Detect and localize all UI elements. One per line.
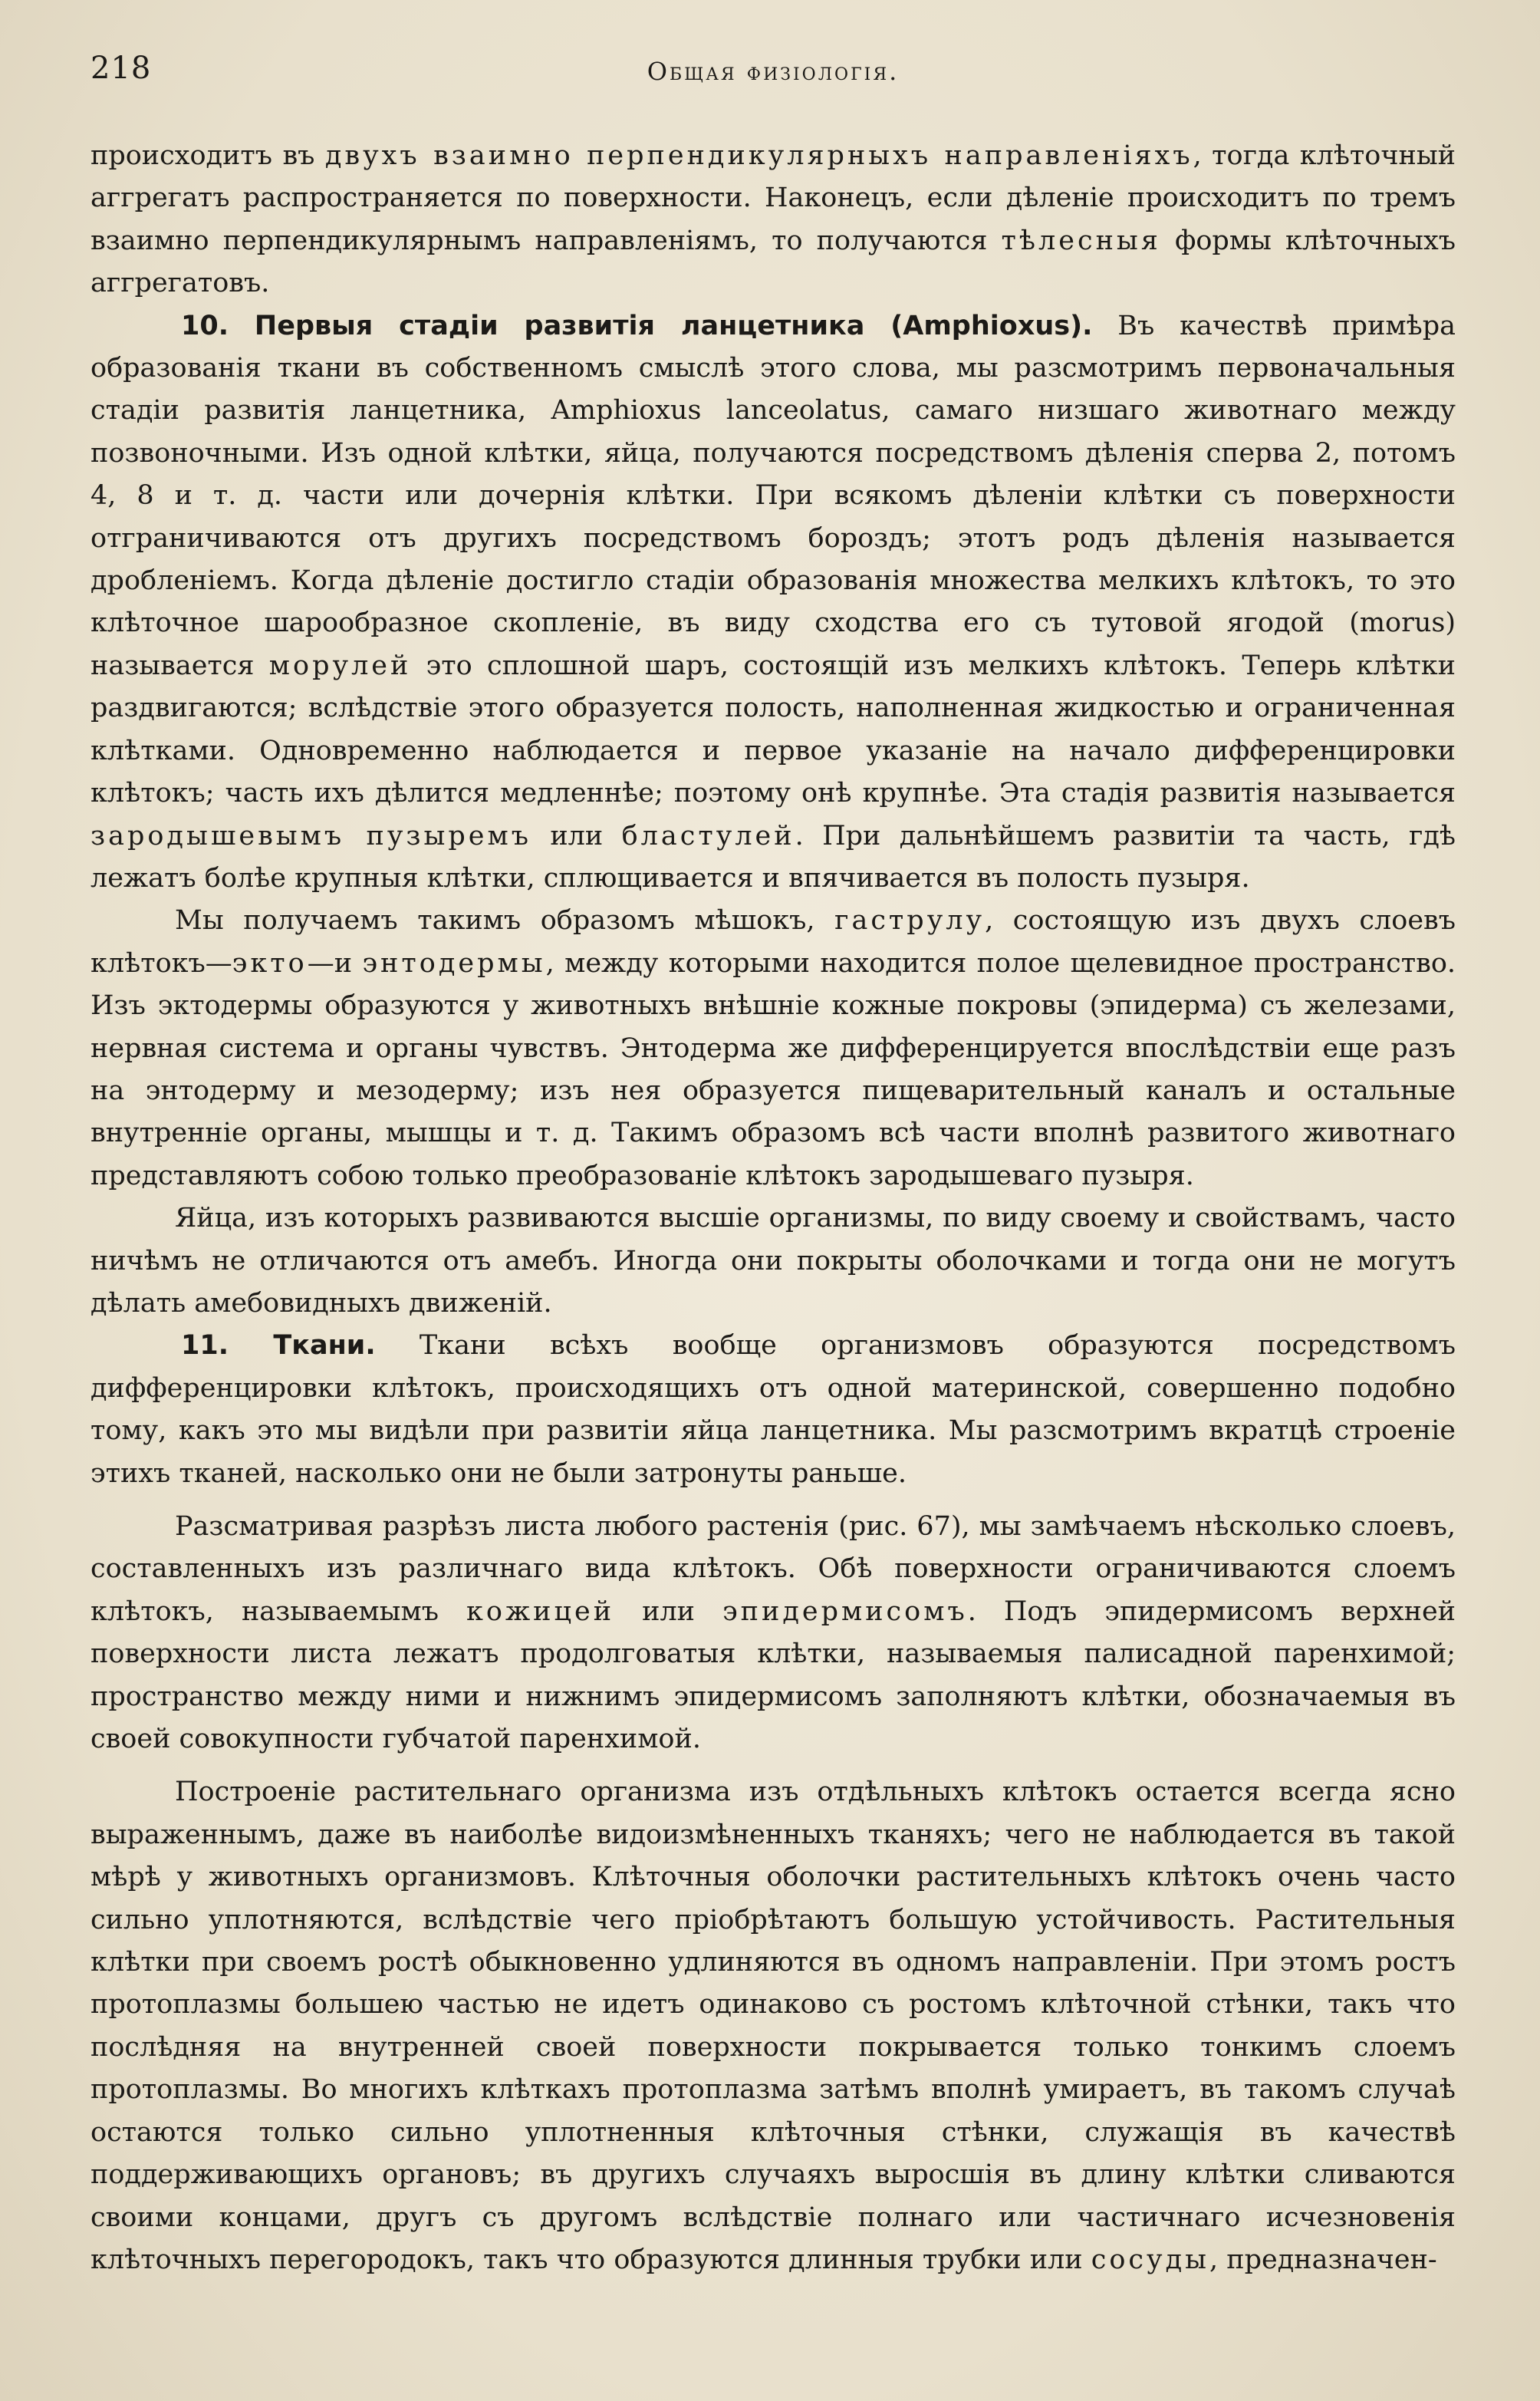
emphasis-text: сосуды xyxy=(1091,2244,1209,2275)
text-run: Разсматривая разрѣзъ листа любого растенiя (рис. 67), мы замѣчаемъ нѣсколько слоевъ, составленныхъ изъ различнаго вида клѣтокъ. Обѣ поверхности ограничиваются слоемъ клѣтокъ, называемымъ xyxy=(90,1511,1456,1627)
section-10 xyxy=(90,305,1456,901)
text-run: это сплошной шаръ, состоящiй изъ мелкихъ клѣтокъ. Теперь клѣтки раздвигаются; вслѣдствiе этого образуется полость, наполненная жидкостью и ограниченная клѣтками. Одновременно наблюдается и первое указанiе на начало дифференцировки клѣтокъ; часть ихъ дѣлится медленнѣе; поэтому онѣ крупнѣе. Эта стадiя развитiя называется xyxy=(90,650,1456,809)
emphasis-text: тѣлесныя xyxy=(1001,225,1161,256)
paragraph-gap xyxy=(90,1760,1456,1771)
text-run: —и xyxy=(307,947,363,979)
text-run: Мы получаемъ такимъ образомъ мѣшокъ, xyxy=(175,905,835,937)
paragraph-plant-structure xyxy=(90,1771,1456,2281)
page-header xyxy=(90,51,1456,97)
emphasis-text: кожицей xyxy=(466,1596,615,1627)
running-title: Общая физiологiя. xyxy=(647,57,900,86)
page-body xyxy=(90,135,1456,2281)
text-run: , тогда клѣточный аггрегатъ распространяется по поверхности. Наконецъ, если дѣленiе происходитъ по тремъ взаимно перпендикулярнымъ направленiямъ, то получаются xyxy=(90,140,1456,256)
text-run: , состоящую изъ двухъ слоевъ клѣтокъ— xyxy=(90,905,1456,979)
text-run: формы клѣточныхъ аггрегатовъ. xyxy=(90,225,1456,299)
emphasis-text: эпидермисомъ xyxy=(722,1596,968,1627)
text-run: . При дальнѣйшемъ развитiи та часть, гдѣ лежатъ болѣе крупныя клѣтки, сплющивается и впячивается въ полость пузыря. xyxy=(90,820,1456,894)
section-heading-11: 11. Ткани. xyxy=(181,1330,376,1362)
emphasis-text: энтодермы xyxy=(362,947,546,979)
text-run: или xyxy=(531,820,622,851)
text-run: . Подъ эпидермисомъ верхней поверхности листа лежатъ продолговатыя клѣтки, называемыя палисадной паренхимой; пространство между ними и нижнимъ эпидермисомъ заполняютъ клѣтки, обозначаемыя въ своей совокупности губчатой паренхимой. xyxy=(90,1596,1456,1755)
text-run: или xyxy=(614,1596,723,1627)
emphasis-text: экто xyxy=(232,947,308,979)
emphasis-text: морулей xyxy=(268,650,412,681)
emphasis-text: зародышевымъ пузыремъ xyxy=(90,820,531,851)
paragraph-continuation xyxy=(90,135,1456,305)
paragraph-gastrula xyxy=(90,900,1456,1197)
page-number: 218 xyxy=(90,51,152,86)
section-11 xyxy=(90,1325,1456,1495)
paragraph-eggs: Яйца, изъ которыхъ развиваются высшiе организмы, по виду своему и свойствамъ, часто ничѣмъ не отличаются отъ амебъ. Иногда они покрыты оболочками и тогда они не могутъ дѣлать амебовидныхъ движенiй. xyxy=(90,1203,1456,1319)
text-run: , предназначен- xyxy=(1209,2244,1437,2275)
paragraph-gap xyxy=(90,1495,1456,1506)
emphasis-text: гаструлу xyxy=(834,905,986,937)
emphasis-text: бластулей xyxy=(621,820,795,851)
text-run: , между которыми находится полое щелевидное пространство. Изъ эктодермы образуются у животныхъ внѣшнiе кожные покровы (эпидерма) съ железами, нервная система и органы чувствъ. Энтодерма же дифференцируется впослѣдствiи еще разъ на энтодерму и мезодерму; изъ нея образуется пищеварительный каналъ и остальные внутреннiе органы, мышцы и т. д. Такимъ образомъ всѣ части вполнѣ развитого животнаго представляютъ собою только преобразованiе клѣтокъ зародышеваго пузыря. xyxy=(90,947,1456,1191)
emphasis-text: двухъ взаимно перпендикулярныхъ направленiяхъ xyxy=(324,140,1193,171)
text-run: Построенiе растительнаго организма изъ отдѣльныхъ клѣтокъ остается всегда ясно выраженнымъ, даже въ наиболѣе видоизмѣненныхъ тканяхъ; чего не наблюдается въ такой мѣрѣ у животныхъ организмовъ. Клѣточныя оболочки растительныхъ клѣтокъ очень часто сильно уплотняются, вслѣдствiе чего прiобрѣтаютъ большую устойчивость. Растительныя клѣтки при своемъ ростѣ обыкновенно удлиняются въ одномъ направленiи. При этомъ ростъ протоплазмы большею частью не идетъ одинаково съ ростомъ клѣточной стѣнки, такъ что послѣдняя на внутренней своей поверхности покрывается только тонкимъ слоемъ протоплазмы. Во многихъ клѣткахъ протоплазма затѣмъ вполнѣ умираетъ, въ такомъ случаѣ остаются только сильно уплотненныя клѣточныя стѣнки, служащiя въ качествѣ поддерживающихъ органовъ; въ другихъ случаяхъ выросшiя въ длину клѣтки сливаются своими концами, другъ съ другомъ вслѣдствiе полнаго или частичнаго исчезновенiя клѣточныхъ перегородокъ, такъ что образуются длинныя трубки или xyxy=(90,1777,1456,2275)
text-run: Ткани всѣхъ вообще организмовъ образуются посредствомъ дифференцировки клѣтокъ, происходящихъ отъ одной материнской, совершенно подобно тому, какъ это мы видѣли при развитiи яйца ланцетника. Мы разсмотримъ вкратцѣ строенiе этихъ тканей, насколько они не были затронуты раньше. xyxy=(90,1330,1456,1489)
paragraph-leaf xyxy=(90,1506,1456,1760)
text-run: происходитъ въ xyxy=(90,140,325,171)
section-heading-10: 10. Первыя стадiи развитiя ланцетника (Amphioxus). xyxy=(181,310,1093,341)
text-run: Въ качествѣ примѣра образованiя ткани въ собственномъ смыслѣ этого слова, мы разсмотримъ первоначальныя стадiи развитiя ланцетника, Amphioxus lanceolatus, самаго низшаго животнаго между позвоночными. Изъ одной клѣтки, яйца, получаются посредствомъ дѣленiя сперва 2, потомъ 4, 8 и т. д. части или дочернiя клѣтки. При всякомъ дѣленiи клѣтки съ поверхности отграничиваются отъ другихъ посредствомъ бороздъ; этотъ родъ дѣленiя называется дробленiемъ. Когда дѣленiе достигло стадiи образованiя множества мелкихъ клѣтокъ, то это клѣточное шарообразное скопленiе, въ виду сходства его съ тутовой ягодой (morus) называется xyxy=(90,310,1456,681)
